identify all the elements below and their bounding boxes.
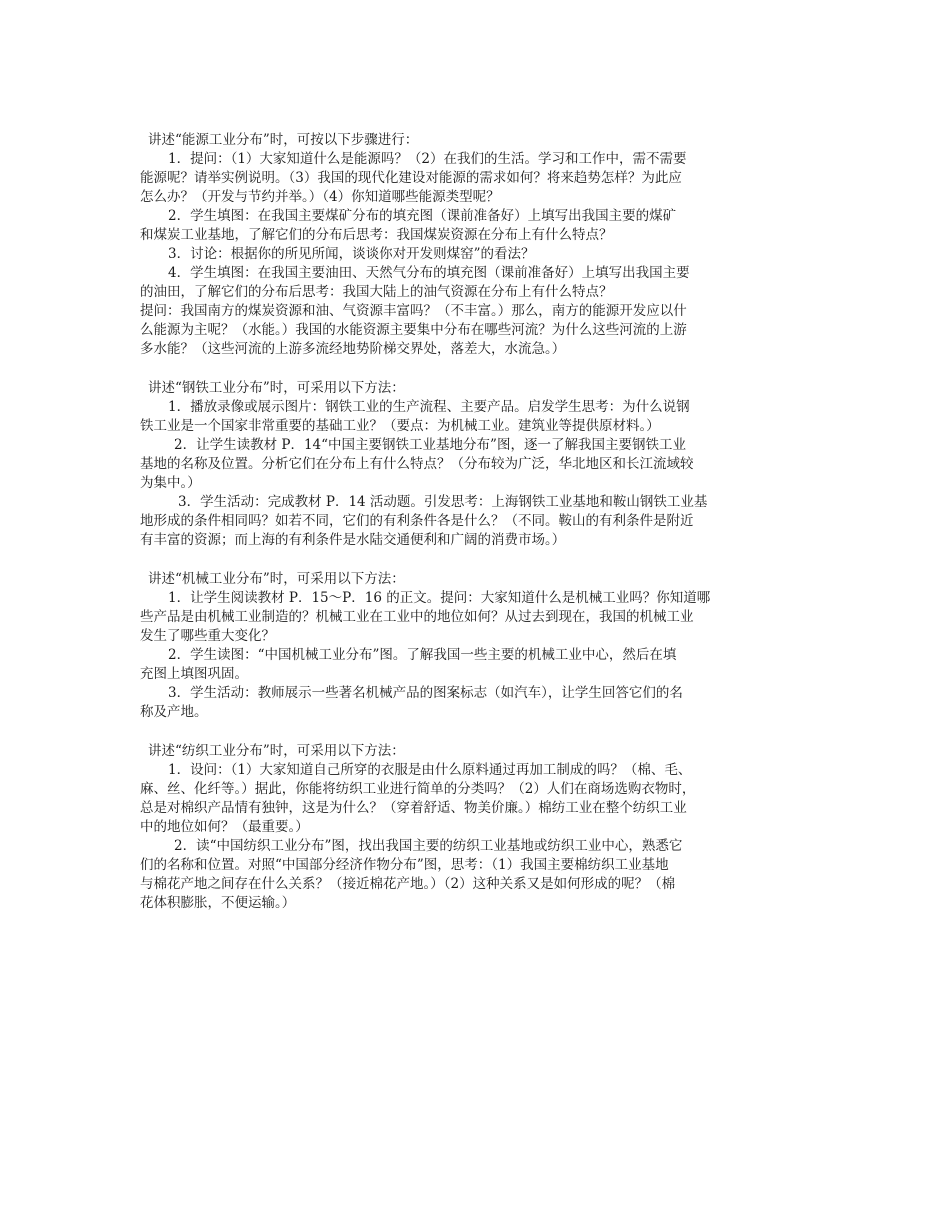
text-line: 能源呢？请举实例说明。（3）我国的现代化建设对能源的需求如何？将来趋势怎样？为此应	[140, 170, 682, 186]
text-line: 2．学生读图：“中国机械工业分布”图。了解我国一些主要的机械工业中心，然后在填	[168, 647, 677, 663]
text-line: 基地的名称及位置。分析它们在分布上有什么特点？（分布较为广泛，华北地区和长江流域较	[140, 456, 694, 472]
text-line: 多水能？（这些河流的上游多流经地势阶梯交界处，落差大，水流急。）	[140, 341, 566, 357]
text-line: 和煤炭工业基地，了解它们的分布后思考：我国煤炭资源在分布上有什么特点？	[140, 227, 613, 243]
text-line: 2．学生填图：在我国主要煤矿分布的填充图（课前准备好）上填写出我国主要的煤矿	[168, 208, 677, 224]
text-line: 中的地位如何？（最重要。）	[140, 819, 309, 835]
text-line: 充图上填图巩固。	[140, 666, 248, 682]
text-line: 些产品是由机械工业制造的？机械工业在工业中的地位如何？从过去到现在，我国的机械工业	[140, 609, 694, 625]
text-line: 铁工业是一个国家非常重要的基础工业？（要点：为机械工业。建筑业等提供原材料。）	[140, 418, 660, 434]
text-line: 总是对棉织产品情有独钟，这是为什么？（穿着舒适、物美价廉。）棉纺工业在整个纺织工业	[140, 800, 687, 816]
text-line: 4．学生填图：在我国主要油田、天然气分布的填充图（课前准备好）上填写出我国主要	[168, 265, 690, 281]
text-line: 们的名称和位置。对照“中国部分经济作物分布”图，思考：（1）我国主要棉纺织工业基地	[140, 857, 669, 873]
text-line: 花体积膨胀，不便运输。）	[140, 895, 296, 911]
text-line: 麻、丝、化纤等。）据此，你能将纺织工业进行简单的分类吗？（2）人们在商场选购衣物时，	[140, 781, 696, 797]
text-line: 2．读“中国纺织工业分布”图，找出我国主要的纺织工业基地或纺织工业中心，熟悉它	[174, 838, 683, 854]
text-line: 为集中。）	[140, 475, 201, 491]
text-line: 1．提问：（1）大家知道什么是能源吗？（2）在我们的生活。学习和工作中，需不需要	[168, 151, 687, 167]
text-line: 3．学生活动：完成教材 P．14 活动题。引发思考：上海钢铁工业基地和鞍山钢铁工业基	[178, 494, 708, 510]
text-line: 2．让学生读教材 P．14“中国主要钢铁工业基地分布”图，逐一了解我国主要钢铁工业	[174, 437, 686, 453]
section-energy-industry	[140, 131, 820, 359]
document-page	[140, 131, 820, 933]
section-steel-industry	[140, 379, 820, 550]
section-textile-industry	[140, 742, 820, 913]
text-line: 讲述“纺织工业分布”时，可采用以下方法：	[148, 743, 405, 759]
section-machinery-industry	[140, 570, 820, 722]
text-line: 的油田，了解它们的分布后思考：我国大陆上的油气资源在分布上有什么特点？	[140, 284, 613, 300]
text-line: 么能源为主呢？（水能。）我国的水能资源主要集中分布在哪些河流？为什么这些河流的上游	[140, 322, 687, 338]
text-line: 提问：我国南方的煤炭资源和油、气资源丰富吗？（不丰富。）那么，南方的能源开发应以什	[140, 303, 687, 319]
text-line: 称及产地。	[140, 704, 208, 720]
text-line: 3．讨论：根据你的所见所闻，谈谈你对开发则煤窑”的看法？	[168, 246, 535, 262]
text-line: 地形成的条件相同吗？如若不同，它们的有利条件各是什么？（不同。鞍山的有利条件是附近	[140, 513, 694, 529]
text-line: 怎么办？（开发与节约并举。）（4）你知道哪些能源类型呢？	[140, 189, 500, 205]
text-line: 有丰富的资源；而上海的有利条件是水陆交通便利和广阔的消费市场。）	[140, 532, 566, 548]
text-line: 讲述“钢铁工业分布”时，可采用以下方法：	[148, 380, 405, 396]
text-line: 讲述“机械工业分布”时，可采用以下方法：	[148, 571, 405, 587]
text-line: 3．学生活动：教师展示一些著名机械产品的图案标志（如汽车），让学生回答它们的名	[168, 685, 683, 701]
text-line: 讲述“能源工业分布”时，可按以下步骤进行：	[148, 132, 419, 148]
text-line: 1．播放录像或展示图片：钢铁工业的生产流程、主要产品。启发学生思考：为什么说钢	[168, 399, 690, 415]
text-line: 发生了哪些重大变化？	[140, 628, 275, 644]
text-line: 1．让学生阅读教材 P．15～P．16 的正文。提问：大家知道什么是机械工业吗？你知道哪	[168, 590, 711, 606]
text-line: 1．设问：（1）大家知道自己所穿的衣服是由什么原料通过再加工制成的吗？（棉、毛、	[168, 762, 692, 778]
text-line: 与棉花产地之间存在什么关系？（接近棉花产地。）（2）这种关系又是如何形成的呢？（棉	[140, 876, 676, 892]
